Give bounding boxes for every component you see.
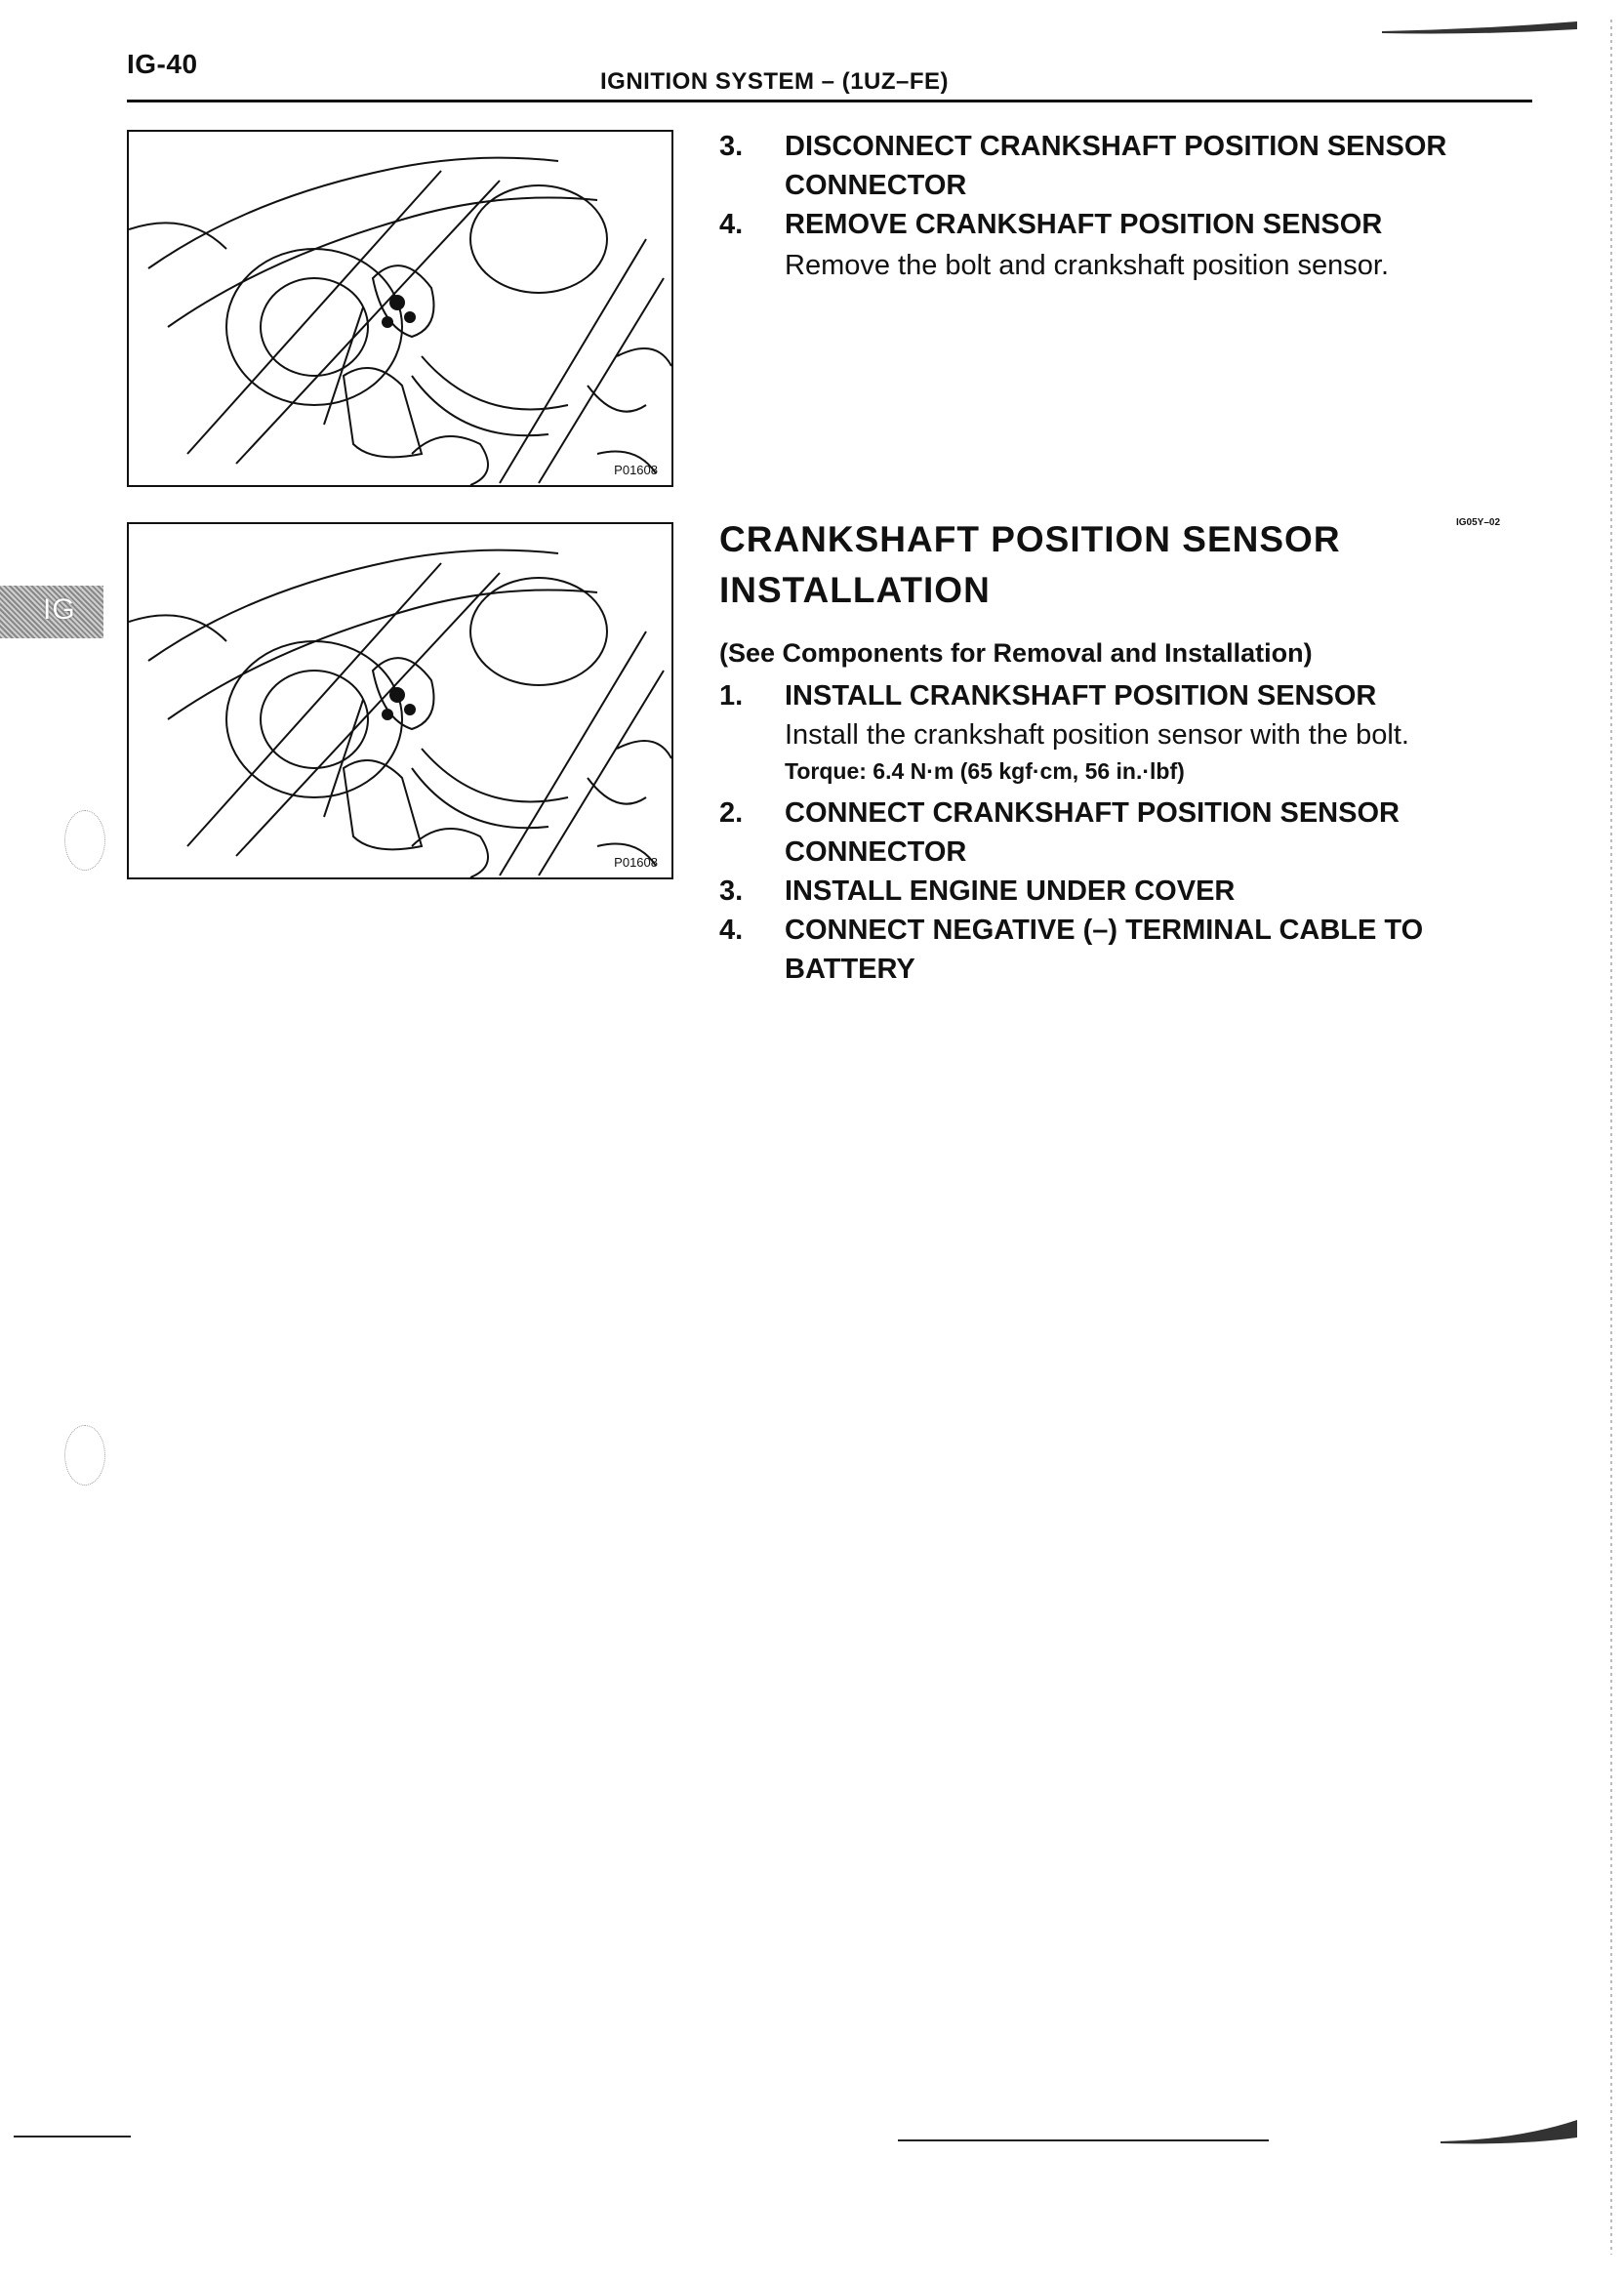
step-title-continued: BATTERY	[785, 954, 915, 985]
engine-illustration-2	[129, 524, 671, 877]
figure-code: P01608	[614, 855, 658, 870]
removal-step-3	[719, 127, 1446, 166]
step-number: 1.	[719, 680, 744, 712]
section-tab-label: IG	[43, 593, 76, 626]
step-title-continued: CONNECTOR	[785, 170, 967, 201]
running-title: IGNITION SYSTEM – (1UZ–FE)	[600, 68, 950, 95]
figure-code: P01608	[614, 463, 658, 477]
header-rule	[127, 100, 1532, 102]
torque-spec: Torque: 6.4 N·m (65 kgf·cm, 56 in.·lbf)	[785, 758, 1185, 784]
install-step-3	[719, 872, 1235, 911]
binder-hole-mark	[64, 1425, 105, 1486]
step-body: Remove the bolt and crankshaft position sensor.	[785, 250, 1390, 281]
step-number: 4.	[719, 915, 744, 946]
step-number: 3.	[719, 131, 744, 162]
step-title: CONNECT NEGATIVE (–) TERMINAL CABLE TO	[785, 915, 1424, 946]
step-title: CONNECT CRANKSHAFT POSITION SENSOR	[785, 797, 1400, 829]
figure-sensor-removal	[127, 130, 673, 487]
step-title: REMOVE CRANKSHAFT POSITION SENSOR	[785, 209, 1383, 240]
step-title: INSTALL CRANKSHAFT POSITION SENSOR	[785, 680, 1377, 712]
step-number: 4.	[719, 209, 744, 240]
components-note: (See Components for Removal and Installation)	[719, 638, 1313, 668]
corner-swoosh-mark-bottom	[1441, 2116, 1577, 2145]
corner-swoosh-mark	[1382, 20, 1577, 37]
scan-edge-dots	[1610, 20, 1612, 2255]
engine-illustration-1	[129, 132, 671, 485]
removal-step-4	[719, 205, 1382, 244]
install-step-1	[719, 676, 1376, 715]
section-code: IG05Y–02	[1456, 517, 1501, 528]
step-number: 3.	[719, 875, 744, 907]
section-title-line1: CRANKSHAFT POSITION SENSOR	[719, 519, 1341, 559]
binder-hole-mark	[64, 810, 105, 871]
step-number: 2.	[719, 797, 744, 829]
step-title-continued: CONNECTOR	[785, 836, 967, 868]
install-step-2	[719, 794, 1400, 833]
install-step-4	[719, 911, 1423, 950]
figure-sensor-installation	[127, 522, 673, 879]
page-number: IG-40	[127, 49, 198, 79]
footer-rule-left	[14, 2136, 131, 2138]
section-tab	[0, 586, 103, 638]
step-title: INSTALL ENGINE UNDER COVER	[785, 875, 1236, 907]
step-title: DISCONNECT CRANKSHAFT POSITION SENSOR	[785, 131, 1447, 162]
section-title-line2: INSTALLATION	[719, 570, 991, 610]
footer-rule-mid	[898, 2139, 1269, 2141]
step-body: Install the crankshaft position sensor with the bolt.	[785, 719, 1409, 751]
